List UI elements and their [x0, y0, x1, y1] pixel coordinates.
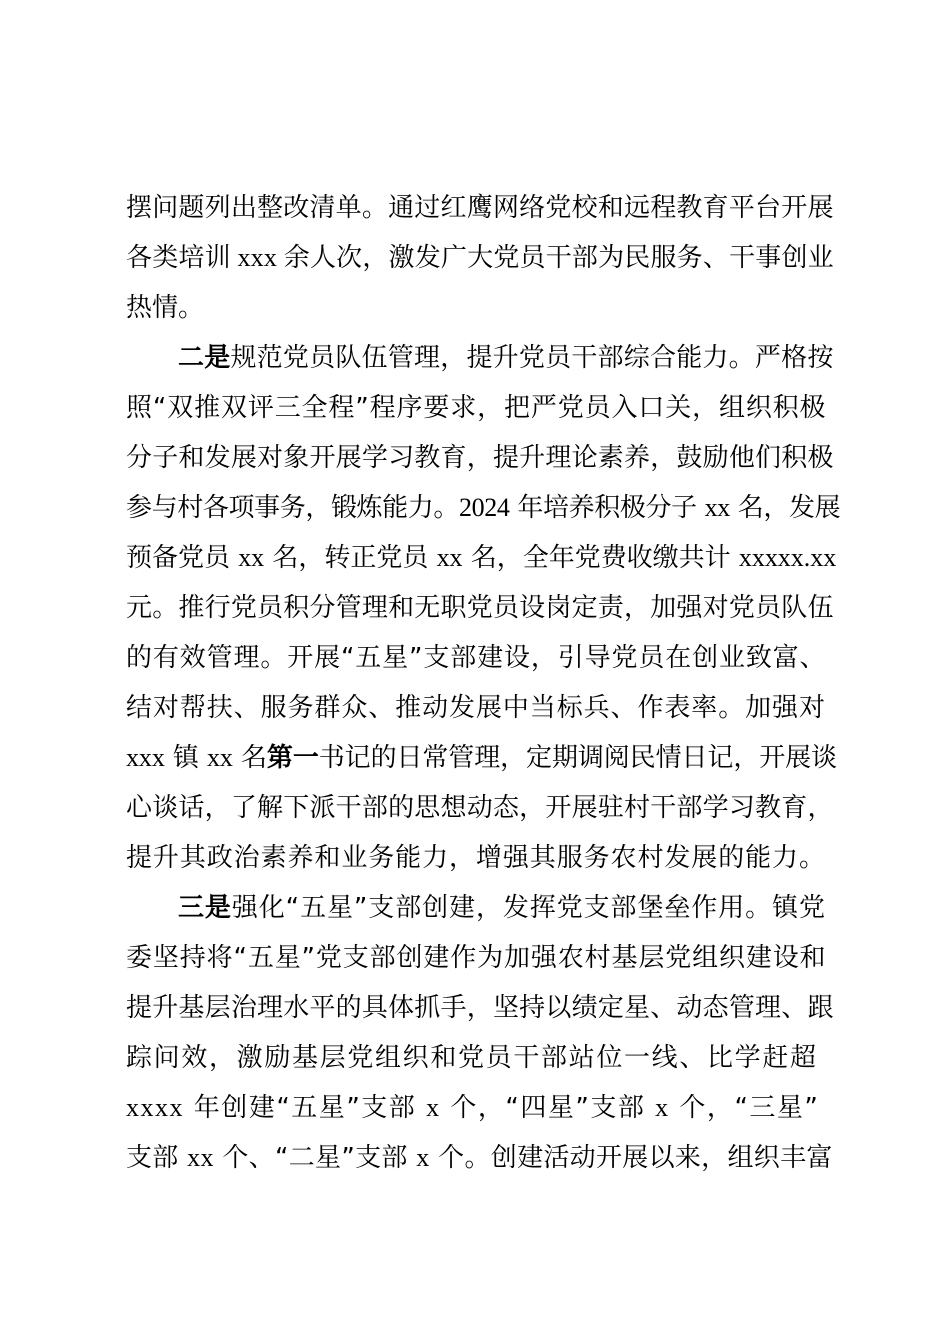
- paragraph-lead: 二是: [178, 343, 231, 373]
- paragraph-2-line-11: [126, 833, 836, 883]
- text-run: 热情。: [126, 293, 205, 323]
- text-run: 名，转正党员: [264, 543, 437, 573]
- text-run: 分子和发展对象开展学习教育，提升理论素养，鼓励他们积极: [126, 443, 834, 473]
- placeholder-number: xx: [187, 1143, 214, 1172]
- bold-text: 第一: [266, 743, 319, 773]
- placeholder-amount: xxxxx.xx: [738, 543, 837, 572]
- text-run: 书记的日常管理，定期调阅民情日记，开展谈: [318, 743, 837, 773]
- year-number: 2024: [459, 493, 510, 522]
- text-run: 提升其政治素养和业务能力，增强其服务农村发展的能力。: [126, 843, 826, 873]
- paragraph-2-line-10: [126, 783, 836, 833]
- paragraph-2-line-4: [126, 483, 841, 533]
- placeholder-number: xx: [207, 743, 233, 772]
- text-run: 委坚持将“五星”党支部创建作为加强农村基层党组织建设和: [126, 943, 827, 973]
- text-run: 提升基层治理水平的具体抓手，坚持以绩定星、动态管理、跟: [126, 993, 834, 1023]
- placeholder-number: x: [426, 1093, 441, 1122]
- text-run: 个，“四星”支部: [440, 1093, 656, 1123]
- text-run: 名，发展: [729, 493, 841, 523]
- paragraph-3-line-1: [126, 883, 836, 933]
- text-run: 心谈话，了解下派干部的思想动态，开展驻村干部学习教育，: [126, 793, 834, 823]
- text-run: 个，“三星”: [669, 1093, 820, 1123]
- text-run: 的有效管理。开展“五星”支部建设，引导党员在创业致富、: [126, 643, 827, 673]
- placeholder-number: x: [416, 1143, 430, 1172]
- paragraph-2-line-7: [126, 633, 836, 683]
- placeholder-number: xx: [436, 543, 463, 572]
- paragraph-3-line-5: [126, 1083, 836, 1133]
- paragraph-2-line-5: [126, 533, 836, 583]
- text-run: 年培养积极分子: [509, 493, 705, 523]
- paragraph-2-line-3: [126, 433, 836, 483]
- text-run: 名: [232, 743, 267, 773]
- text-run: 名，全年党费收缴共计: [462, 543, 739, 573]
- text-run: 踪问效，激励基层党组织和党员干部站位一线、比学赶超: [126, 1043, 818, 1073]
- paragraph-3-line-3: [126, 983, 836, 1033]
- paragraph-1-line-1: [126, 183, 836, 233]
- text-run: 结对帮扶、服务群众、推动发展中当标兵、作表率。加强对: [126, 693, 826, 723]
- paragraph-2-line-6: [126, 583, 836, 633]
- text-run: 规范党员队伍管理，提升党员干部综合能力。严格按: [230, 343, 834, 373]
- paragraph-3-line-4: [126, 1033, 836, 1083]
- paragraph-lead: 三是: [178, 893, 232, 923]
- placeholder-number: xx: [238, 543, 265, 572]
- paragraph-2-line-1: [126, 333, 836, 383]
- body-text: [126, 183, 841, 1183]
- text-run: 参与村各项事务，锻炼能力。: [126, 493, 460, 523]
- paragraph-3-line-6: [126, 1133, 836, 1183]
- placeholder-number: xxx: [230, 243, 284, 272]
- placeholder-number: xxx: [126, 743, 165, 772]
- paragraph-2-line-2: [126, 383, 836, 433]
- text-run: 元。推行党员积分管理和无职党员设岗定责，加强对党员队伍: [126, 593, 834, 623]
- text-run: 个、“二星”支部: [213, 1143, 417, 1173]
- placeholder-number: xxxx: [126, 1093, 185, 1122]
- paragraph-2-line-9: [126, 733, 836, 783]
- paragraph-2-line-8: [126, 683, 836, 733]
- text-run: 年创建“五星”支部: [184, 1093, 427, 1123]
- text-run: 照“双推双评三全程”程序要求，把严党员入口关，组织积极: [126, 393, 827, 423]
- text-run: 个。创建活动开展以来，组织丰富: [429, 1143, 833, 1173]
- paragraph-1-line-3: [126, 283, 836, 333]
- text-run: 预备党员: [126, 543, 239, 573]
- text-run: 镇: [164, 743, 207, 773]
- text-run: 余人次，激发广大党员干部为民服务、干事创业: [283, 243, 834, 273]
- text-run: 支部: [126, 1143, 188, 1173]
- paragraph-3-line-2: [126, 933, 836, 983]
- text-run: 各类培训: [126, 243, 231, 273]
- text-run: 强化“五星”支部创建，发挥党支部堡垒作用。镇党: [231, 893, 826, 923]
- placeholder-number: x: [655, 1093, 670, 1122]
- placeholder-number: xx: [704, 493, 730, 522]
- paragraph-1-line-2: [126, 233, 836, 283]
- text-run: 摆问题列出整改清单。通过红鹰网络党校和远程教育平台开展: [126, 193, 834, 223]
